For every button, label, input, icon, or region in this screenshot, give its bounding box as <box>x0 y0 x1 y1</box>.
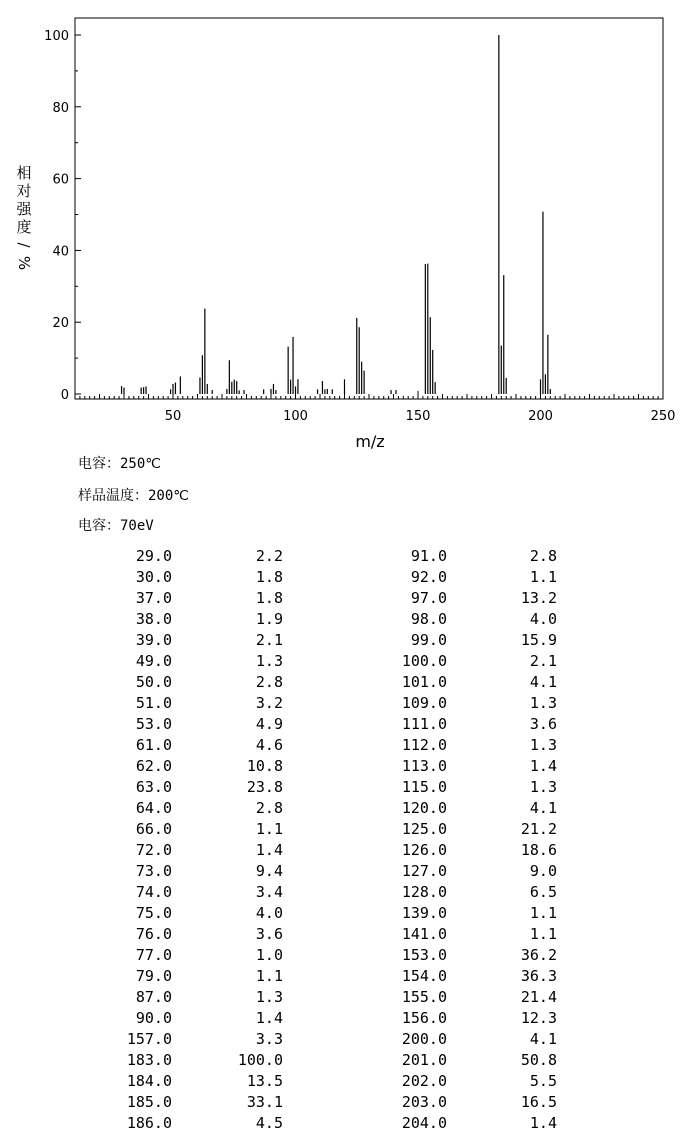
peak-intensity: 2.2 <box>255 547 283 565</box>
peak-intensity: 1.3 <box>529 778 557 796</box>
peak-intensity: 16.5 <box>520 1093 557 1111</box>
table-row <box>0 987 557 1008</box>
peak-intensity: 2.8 <box>255 673 283 691</box>
peak-mz: 202.0 <box>401 1072 447 1090</box>
peak-intensity: 3.4 <box>255 883 283 901</box>
peak-intensity: 36.3 <box>520 967 557 985</box>
peak-mz: 120.0 <box>401 799 447 817</box>
table-row <box>0 903 557 924</box>
y-tick-label: 0 <box>60 388 69 403</box>
peak-mz: 39.0 <box>135 631 172 649</box>
peak-mz: 92.0 <box>410 568 447 586</box>
peak-intensity: 2.1 <box>255 631 283 649</box>
info-label: 电容： <box>78 518 120 534</box>
peak-mz: 127.0 <box>401 862 447 880</box>
peak-intensity: 1.0 <box>255 946 283 964</box>
info-line-2 <box>78 485 189 505</box>
peak-mz: 183.0 <box>126 1051 172 1069</box>
peak-intensity: 18.6 <box>520 841 557 859</box>
y-axis-label-char: % <box>15 255 33 271</box>
peak-intensity: 1.8 <box>255 589 283 607</box>
peak-intensity: 3.3 <box>255 1030 283 1048</box>
table-row <box>0 945 557 966</box>
peak-mz: 76.0 <box>135 925 172 943</box>
peak-mz: 157.0 <box>126 1030 172 1048</box>
peak-intensity: 1.3 <box>255 652 283 670</box>
x-tick-label: 250 <box>650 409 676 424</box>
plot-frame <box>75 18 663 399</box>
table-row <box>0 588 557 609</box>
info-line-1 <box>78 453 161 473</box>
table-row <box>0 567 557 588</box>
peak-mz: 62.0 <box>135 757 172 775</box>
table-row <box>0 672 557 693</box>
peak-intensity: 4.1 <box>529 1030 557 1048</box>
x-tick-label: 50 <box>164 409 182 424</box>
y-axis-label-char: 度 <box>16 218 32 236</box>
peak-intensity: 50.8 <box>520 1051 557 1069</box>
info-value: 70eV <box>120 518 154 534</box>
peak-intensity: 1.4 <box>529 1114 557 1132</box>
peak-mz: 186.0 <box>126 1114 172 1132</box>
peak-mz: 90.0 <box>135 1009 172 1027</box>
info-label: 电容： <box>78 456 120 472</box>
info-value: 250℃ <box>120 456 162 472</box>
minor-ticks <box>80 394 658 399</box>
peak-mz: 115.0 <box>401 778 447 796</box>
table-row <box>0 1092 557 1113</box>
peak-mz: 98.0 <box>410 610 447 628</box>
peak-intensity: 4.9 <box>255 715 283 733</box>
peak-mz: 185.0 <box>126 1093 172 1111</box>
table-row <box>0 1071 557 1092</box>
peak-intensity: 1.4 <box>255 1009 283 1027</box>
x-tick-label: 200 <box>528 409 553 424</box>
peak-intensity: 10.8 <box>246 757 283 775</box>
peak-mz: 29.0 <box>135 547 172 565</box>
peak-intensity: 1.3 <box>529 736 557 754</box>
peak-intensity: 3.6 <box>529 715 557 733</box>
table-row <box>0 609 557 630</box>
peak-intensity: 36.2 <box>520 946 557 964</box>
peak-intensity: 4.1 <box>529 799 557 817</box>
peak-mz: 53.0 <box>135 715 172 733</box>
info-label: 样品温度： <box>78 488 148 504</box>
y-axis-label <box>15 164 33 270</box>
peak-intensity: 33.1 <box>246 1093 283 1111</box>
table-row <box>0 777 557 798</box>
table-row <box>0 882 557 903</box>
peak-intensity: 9.4 <box>255 862 283 880</box>
peak-mz: 113.0 <box>401 757 447 775</box>
peak-mz: 155.0 <box>401 988 447 1006</box>
peak-mz: 154.0 <box>401 967 447 985</box>
spectrum-peaks <box>122 35 551 394</box>
peak-mz: 126.0 <box>401 841 447 859</box>
peak-mz: 50.0 <box>135 673 172 691</box>
table-row <box>0 966 557 987</box>
y-tick-label: 40 <box>52 244 69 260</box>
peak-intensity: 6.5 <box>529 883 557 901</box>
table-row <box>0 1008 557 1029</box>
table-row <box>0 819 557 840</box>
peak-mz: 66.0 <box>135 820 172 838</box>
peak-mz: 79.0 <box>135 967 172 985</box>
y-tick-label: 60 <box>52 172 69 188</box>
info-line-3 <box>78 515 154 535</box>
peak-mz: 51.0 <box>135 694 172 712</box>
peak-intensity: 15.9 <box>520 631 557 649</box>
table-row <box>0 756 557 777</box>
peak-mz: 61.0 <box>135 736 172 754</box>
peak-mz: 204.0 <box>401 1114 447 1132</box>
peak-mz: 63.0 <box>135 778 172 796</box>
peak-mz: 73.0 <box>135 862 172 880</box>
table-row <box>0 1050 557 1071</box>
peak-mz: 72.0 <box>135 841 172 859</box>
table-row <box>0 798 557 819</box>
peak-intensity: 1.4 <box>529 757 557 775</box>
y-tick-label: 100 <box>44 29 69 44</box>
peak-mz: 101.0 <box>401 673 447 691</box>
peak-mz: 112.0 <box>401 736 447 754</box>
peak-mz: 184.0 <box>126 1072 172 1090</box>
y-tick-label: 20 <box>52 316 69 332</box>
table-row <box>0 735 557 756</box>
y-axis-label-char: 强 <box>16 200 32 218</box>
peak-mz: 139.0 <box>401 904 447 922</box>
peak-intensity: 1.3 <box>255 988 283 1006</box>
peak-table <box>0 546 557 1134</box>
peak-mz: 141.0 <box>401 925 447 943</box>
peak-mz: 201.0 <box>401 1051 447 1069</box>
peak-mz: 99.0 <box>410 631 447 649</box>
table-row <box>0 840 557 861</box>
peak-mz: 97.0 <box>410 589 447 607</box>
peak-intensity: 13.5 <box>246 1072 283 1090</box>
peak-intensity: 1.1 <box>529 925 557 943</box>
x-axis-label: m/z <box>355 432 385 450</box>
peak-mz: 111.0 <box>401 715 447 733</box>
peak-intensity: 5.5 <box>529 1072 557 1090</box>
peak-intensity: 1.1 <box>255 820 283 838</box>
peak-mz: 38.0 <box>135 610 172 628</box>
peak-mz: 64.0 <box>135 799 172 817</box>
peak-intensity: 9.0 <box>529 862 557 880</box>
table-row <box>0 630 557 651</box>
peak-intensity: 23.8 <box>246 778 283 796</box>
peak-intensity: 1.4 <box>255 841 283 859</box>
peak-mz: 128.0 <box>401 883 447 901</box>
peak-mz: 49.0 <box>135 652 172 670</box>
peak-intensity: 12.3 <box>520 1009 557 1027</box>
peak-mz: 87.0 <box>135 988 172 1006</box>
table-row <box>0 1029 557 1050</box>
peak-mz: 153.0 <box>401 946 447 964</box>
y-tick-label: 80 <box>52 100 69 116</box>
peak-mz: 91.0 <box>410 547 447 565</box>
peak-intensity: 4.1 <box>529 673 557 691</box>
peak-intensity: 13.2 <box>520 589 557 607</box>
x-axis-ticks <box>165 391 676 424</box>
y-axis-label-char: / <box>15 242 33 248</box>
peak-intensity: 2.1 <box>529 652 557 670</box>
x-tick-label: 100 <box>283 409 308 424</box>
peak-intensity: 100.0 <box>237 1051 283 1069</box>
mass-spectrum-chart <box>0 0 680 450</box>
y-axis-label-char: 对 <box>16 182 32 200</box>
peak-intensity: 2.8 <box>529 547 557 565</box>
peak-mz: 156.0 <box>401 1009 447 1027</box>
peak-intensity: 4.0 <box>529 610 557 628</box>
peak-intensity: 21.4 <box>520 988 557 1006</box>
y-axis-label-char: 相 <box>16 164 32 182</box>
peak-mz: 100.0 <box>401 652 447 670</box>
peak-intensity: 21.2 <box>520 820 557 838</box>
peak-intensity: 3.2 <box>255 694 283 712</box>
peak-intensity: 3.6 <box>255 925 283 943</box>
peak-intensity: 1.3 <box>529 694 557 712</box>
peak-intensity: 4.5 <box>255 1114 283 1132</box>
peak-intensity: 2.8 <box>255 799 283 817</box>
table-row <box>0 693 557 714</box>
peak-mz: 125.0 <box>401 820 447 838</box>
table-row <box>0 651 557 672</box>
peak-intensity: 1.8 <box>255 568 283 586</box>
peak-mz: 203.0 <box>401 1093 447 1111</box>
table-row <box>0 1113 557 1134</box>
peak-mz: 77.0 <box>135 946 172 964</box>
peak-mz: 30.0 <box>135 568 172 586</box>
table-row <box>0 924 557 945</box>
peak-intensity: 1.1 <box>255 967 283 985</box>
peak-intensity: 1.1 <box>529 568 557 586</box>
peak-intensity: 4.0 <box>255 904 283 922</box>
peak-intensity: 1.9 <box>255 610 283 628</box>
peak-mz: 75.0 <box>135 904 172 922</box>
peak-intensity: 1.1 <box>529 904 557 922</box>
peak-mz: 200.0 <box>401 1030 447 1048</box>
table-row <box>0 714 557 735</box>
table-row <box>0 861 557 882</box>
peak-mz: 37.0 <box>135 589 172 607</box>
peak-intensity: 4.6 <box>255 736 283 754</box>
x-tick-label: 150 <box>405 409 431 424</box>
peak-mz: 109.0 <box>401 694 447 712</box>
table-row <box>0 546 557 567</box>
info-value: 200℃ <box>148 488 190 504</box>
peak-mz: 74.0 <box>135 883 172 901</box>
